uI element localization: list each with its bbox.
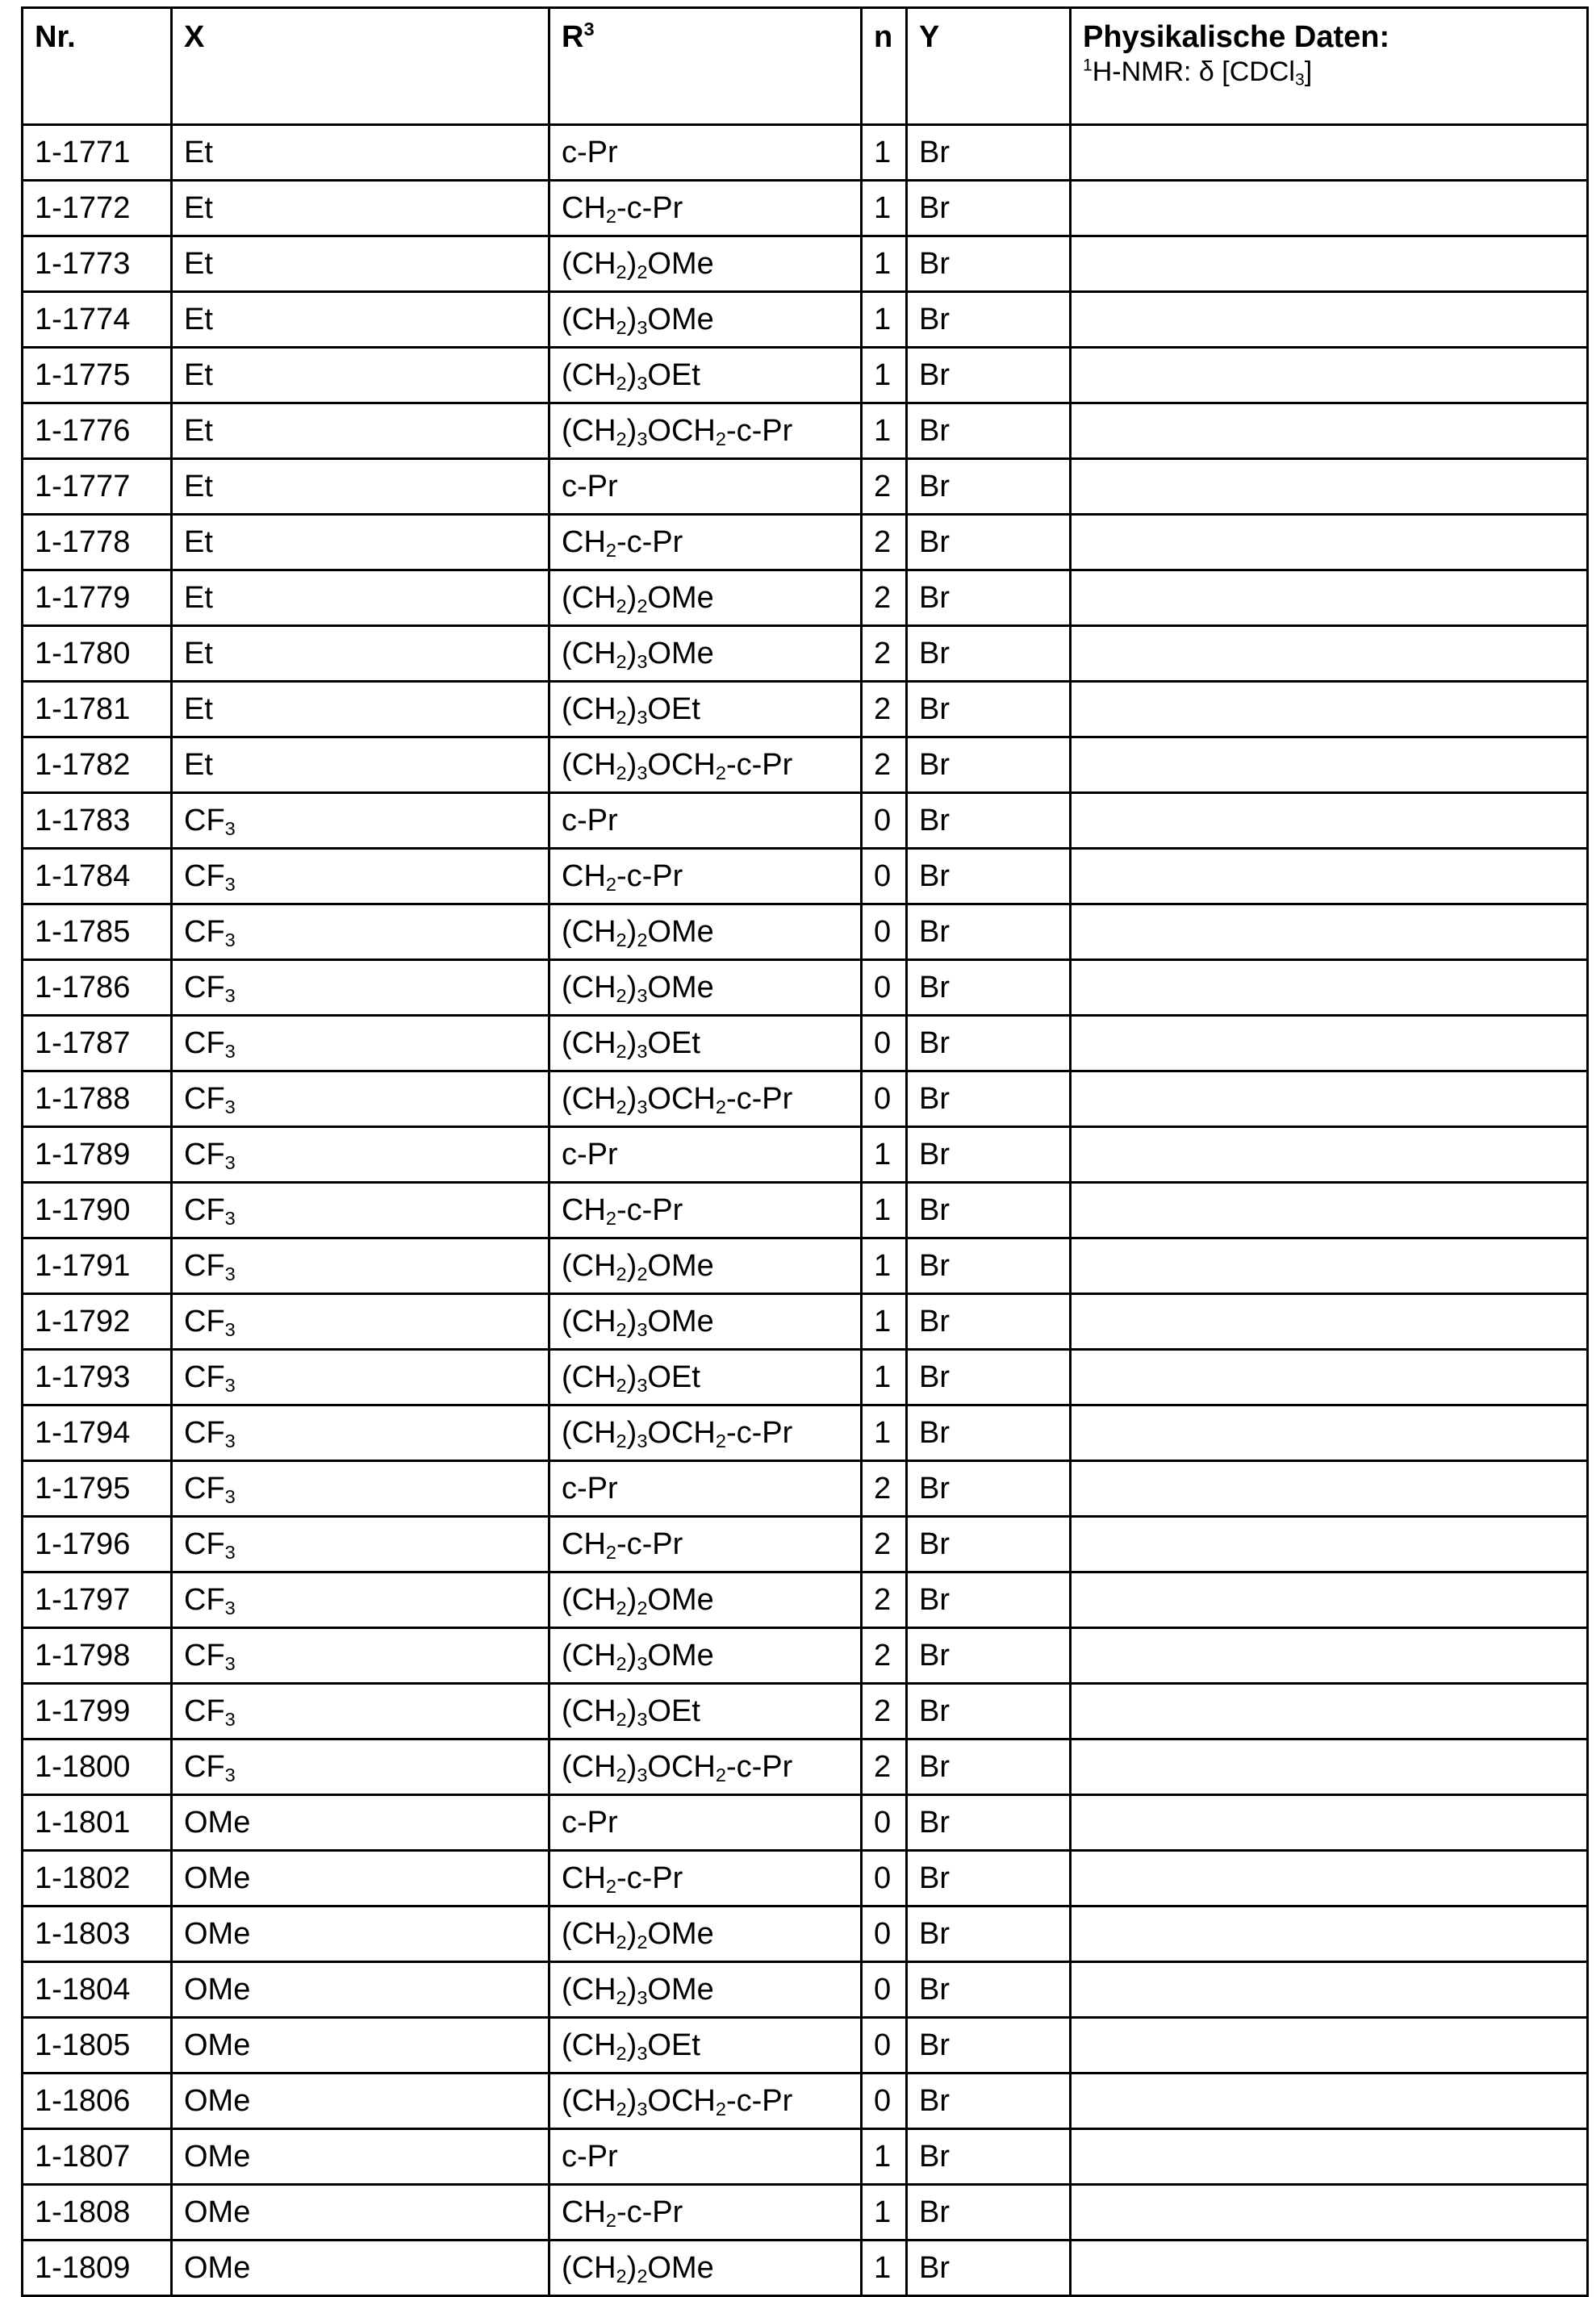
- cell-nr: 1-1778: [23, 515, 172, 570]
- cell-n: 1: [862, 181, 907, 236]
- cell-nr: 1-1804: [23, 1962, 172, 2018]
- cell-r3: $(CH_2)_3OCH_2-c-Pr$: [549, 1405, 862, 1461]
- cell-x: OMe: [172, 2241, 549, 2296]
- cell-n: 1: [862, 125, 907, 181]
- cell-nr: 1-1807: [23, 2129, 172, 2185]
- table-row: [23, 181, 1588, 236]
- cell-r3: $(CH_2)_2OMe$: [549, 1238, 862, 1294]
- cell-y: Br: [907, 1517, 1071, 1572]
- cell-physical-data: [1071, 1350, 1588, 1405]
- cell-r3: $(CH_2)_3OMe$: [549, 960, 862, 1016]
- cell-n: 1: [862, 348, 907, 403]
- header-y: Y: [907, 8, 1071, 125]
- cell-physical-data: [1071, 737, 1588, 793]
- cell-y: Br: [907, 1461, 1071, 1517]
- cell-physical-data: [1071, 570, 1588, 626]
- table-row: [23, 2018, 1588, 2074]
- table-row: [23, 1795, 1588, 1851]
- table-row: [23, 236, 1588, 292]
- table-row: [23, 1127, 1588, 1183]
- cell-x: $CF_3$: [172, 1016, 549, 1071]
- cell-nr: 1-1777: [23, 459, 172, 515]
- cell-x: Et: [172, 570, 549, 626]
- cell-x: OMe: [172, 1962, 549, 2018]
- cell-y: Br: [907, 1962, 1071, 2018]
- cell-y: Br: [907, 515, 1071, 570]
- cell-n: 1: [862, 292, 907, 348]
- cell-x: $CF_3$: [172, 1071, 549, 1127]
- cell-r3: c-Pr: [549, 1795, 862, 1851]
- cell-physical-data: [1071, 2241, 1588, 2296]
- cell-r3: $(CH_2)_2OMe$: [549, 570, 862, 626]
- cell-physical-data: [1071, 459, 1588, 515]
- cell-x: $CF_3$: [172, 849, 549, 904]
- cell-r3: c-Pr: [549, 125, 862, 181]
- cell-nr: 1-1782: [23, 737, 172, 793]
- cell-x: OMe: [172, 2018, 549, 2074]
- cell-n: 2: [862, 737, 907, 793]
- table-row: [23, 1628, 1588, 1684]
- cell-x: Et: [172, 459, 549, 515]
- cell-r3: $CH_2-c-Pr$: [549, 1183, 862, 1238]
- cell-physical-data: [1071, 1684, 1588, 1739]
- cell-physical-data: [1071, 1851, 1588, 1907]
- cell-x: $CF_3$: [172, 1684, 549, 1739]
- cell-nr: 1-1803: [23, 1907, 172, 1962]
- table-row: [23, 1294, 1588, 1350]
- cell-y: Br: [907, 1016, 1071, 1071]
- cell-physical-data: [1071, 125, 1588, 181]
- cell-y: Br: [907, 1405, 1071, 1461]
- cell-nr: 1-1795: [23, 1461, 172, 1517]
- cell-y: Br: [907, 1127, 1071, 1183]
- cell-nr: 1-1772: [23, 181, 172, 236]
- cell-x: Et: [172, 348, 549, 403]
- cell-n: 2: [862, 626, 907, 682]
- header-n: n: [862, 8, 907, 125]
- cell-physical-data: [1071, 1405, 1588, 1461]
- cell-nr: 1-1774: [23, 292, 172, 348]
- table-row: [23, 1907, 1588, 1962]
- cell-x: Et: [172, 292, 549, 348]
- cell-physical-data: [1071, 1517, 1588, 1572]
- cell-physical-data: [1071, 1127, 1588, 1183]
- table-row: [23, 459, 1588, 515]
- cell-nr: 1-1773: [23, 236, 172, 292]
- cell-y: Br: [907, 1071, 1071, 1127]
- table-row: [23, 1572, 1588, 1628]
- table-row: [23, 570, 1588, 626]
- cell-y: Br: [907, 181, 1071, 236]
- cell-y: Br: [907, 1795, 1071, 1851]
- cell-nr: 1-1786: [23, 960, 172, 1016]
- table-row: [23, 960, 1588, 1016]
- cell-n: 1: [862, 1183, 907, 1238]
- cell-x: Et: [172, 403, 549, 459]
- cell-n: 2: [862, 1517, 907, 1572]
- header-row: [23, 8, 1588, 125]
- cell-physical-data: [1071, 181, 1588, 236]
- cell-physical-data: [1071, 1016, 1588, 1071]
- cell-y: Br: [907, 2129, 1071, 2185]
- cell-y: Br: [907, 292, 1071, 348]
- cell-x: OMe: [172, 2074, 549, 2129]
- cell-nr: 1-1799: [23, 1684, 172, 1739]
- cell-physical-data: [1071, 1739, 1588, 1795]
- cell-nr: 1-1779: [23, 570, 172, 626]
- cell-y: Br: [907, 1684, 1071, 1739]
- cell-n: 0: [862, 849, 907, 904]
- cell-nr: 1-1805: [23, 2018, 172, 2074]
- cell-r3: $CH_2-c-Pr$: [549, 2185, 862, 2241]
- cell-n: 0: [862, 1016, 907, 1071]
- cell-x: $CF_3$: [172, 1183, 549, 1238]
- table-row: [23, 125, 1588, 181]
- cell-x: Et: [172, 515, 549, 570]
- table-row: [23, 2129, 1588, 2185]
- cell-nr: 1-1783: [23, 793, 172, 849]
- cell-nr: 1-1790: [23, 1183, 172, 1238]
- cell-x: $CF_3$: [172, 793, 549, 849]
- cell-nr: 1-1806: [23, 2074, 172, 2129]
- cell-n: 1: [862, 1350, 907, 1405]
- cell-nr: 1-1794: [23, 1405, 172, 1461]
- cell-x: $CF_3$: [172, 1517, 549, 1572]
- cell-n: 0: [862, 2074, 907, 2129]
- cell-physical-data: [1071, 236, 1588, 292]
- cell-r3: $(CH_2)_3OCH_2-c-Pr$: [549, 2074, 862, 2129]
- cell-n: 1: [862, 2185, 907, 2241]
- cell-nr: 1-1780: [23, 626, 172, 682]
- cell-nr: 1-1808: [23, 2185, 172, 2241]
- cell-x: Et: [172, 626, 549, 682]
- cell-physical-data: [1071, 1907, 1588, 1962]
- cell-x: $CF_3$: [172, 904, 549, 960]
- cell-x: OMe: [172, 2129, 549, 2185]
- table-row: [23, 793, 1588, 849]
- table-row: [23, 1461, 1588, 1517]
- cell-y: Br: [907, 2018, 1071, 2074]
- cell-nr: 1-1788: [23, 1071, 172, 1127]
- cell-y: Br: [907, 1628, 1071, 1684]
- cell-y: Br: [907, 849, 1071, 904]
- cell-physical-data: [1071, 904, 1588, 960]
- table-row: [23, 2241, 1588, 2296]
- cell-x: $CF_3$: [172, 1461, 549, 1517]
- cell-nr: 1-1802: [23, 1851, 172, 1907]
- cell-n: 2: [862, 1628, 907, 1684]
- cell-y: Br: [907, 793, 1071, 849]
- cell-physical-data: [1071, 2074, 1588, 2129]
- table-row: [23, 1851, 1588, 1907]
- cell-physical-data: [1071, 292, 1588, 348]
- cell-x: OMe: [172, 1795, 549, 1851]
- cell-n: 0: [862, 1851, 907, 1907]
- cell-y: Br: [907, 1907, 1071, 1962]
- cell-r3: $(CH_2)_3OEt$: [549, 1016, 862, 1071]
- cell-y: Br: [907, 1572, 1071, 1628]
- table-row: [23, 1238, 1588, 1294]
- cell-physical-data: [1071, 682, 1588, 737]
- cell-physical-data: [1071, 1962, 1588, 2018]
- cell-r3: $CH_2-c-Pr$: [549, 849, 862, 904]
- table-row: [23, 2074, 1588, 2129]
- cell-r3: $(CH_2)_3OMe$: [549, 1294, 862, 1350]
- cell-nr: 1-1797: [23, 1572, 172, 1628]
- cell-r3: $(CH_2)_2OMe$: [549, 236, 862, 292]
- cell-physical-data: [1071, 1294, 1588, 1350]
- cell-n: 2: [862, 1572, 907, 1628]
- cell-nr: 1-1798: [23, 1628, 172, 1684]
- table-row: [23, 1183, 1588, 1238]
- cell-x: $CF_3$: [172, 1350, 549, 1405]
- cell-nr: 1-1796: [23, 1517, 172, 1572]
- cell-r3: $(CH_2)_3OEt$: [549, 1350, 862, 1405]
- table-row: [23, 348, 1588, 403]
- cell-nr: 1-1792: [23, 1294, 172, 1350]
- cell-y: Br: [907, 1294, 1071, 1350]
- cell-n: 0: [862, 793, 907, 849]
- cell-y: Br: [907, 1238, 1071, 1294]
- cell-n: 1: [862, 1238, 907, 1294]
- cell-r3: c-Pr: [549, 459, 862, 515]
- cell-y: Br: [907, 1739, 1071, 1795]
- cell-x: $CF_3$: [172, 1294, 549, 1350]
- table-row: [23, 849, 1588, 904]
- cell-y: Br: [907, 960, 1071, 1016]
- cell-physical-data: [1071, 1572, 1588, 1628]
- cell-x: $CF_3$: [172, 1405, 549, 1461]
- cell-n: 0: [862, 1071, 907, 1127]
- cell-physical-data: [1071, 1071, 1588, 1127]
- cell-r3: $(CH_2)_3OCH_2-c-Pr$: [549, 1739, 862, 1795]
- cell-r3: $(CH_2)_3OMe$: [549, 292, 862, 348]
- cell-nr: 1-1784: [23, 849, 172, 904]
- cell-physical-data: [1071, 403, 1588, 459]
- cell-r3: $(CH_2)_2OMe$: [549, 1907, 862, 1962]
- cell-r3: $(CH_2)_3OEt$: [549, 682, 862, 737]
- table-row: [23, 737, 1588, 793]
- cell-r3: $(CH_2)_3OMe$: [549, 1628, 862, 1684]
- cell-physical-data: [1071, 1795, 1588, 1851]
- cell-r3: $(CH_2)_3OEt$: [549, 348, 862, 403]
- cell-x: OMe: [172, 1907, 549, 1962]
- cell-physical-data: [1071, 1461, 1588, 1517]
- cell-n: 0: [862, 2018, 907, 2074]
- cell-n: 0: [862, 1795, 907, 1851]
- header-physical-data-title: Physikalische Daten:: [1083, 20, 1390, 54]
- cell-physical-data: [1071, 849, 1588, 904]
- cell-physical-data: [1071, 2185, 1588, 2241]
- cell-n: 2: [862, 1461, 907, 1517]
- cell-y: Br: [907, 125, 1071, 181]
- cell-physical-data: [1071, 1628, 1588, 1684]
- cell-y: Br: [907, 2241, 1071, 2296]
- table-row: [23, 682, 1588, 737]
- cell-y: Br: [907, 904, 1071, 960]
- header-x: X: [172, 8, 549, 125]
- cell-physical-data: [1071, 2129, 1588, 2185]
- table-row: [23, 2185, 1588, 2241]
- cell-n: 1: [862, 403, 907, 459]
- cell-n: 0: [862, 960, 907, 1016]
- cell-y: Br: [907, 403, 1071, 459]
- cell-y: Br: [907, 1183, 1071, 1238]
- table-row: [23, 1071, 1588, 1127]
- table-row: [23, 1684, 1588, 1739]
- cell-r3: $(CH_2)_3OCH_2-c-Pr$: [549, 403, 862, 459]
- cell-n: 2: [862, 1739, 907, 1795]
- cell-r3: $(CH_2)_2OMe$: [549, 2241, 862, 2296]
- cell-x: $CF_3$: [172, 1628, 549, 1684]
- cell-n: 1: [862, 2241, 907, 2296]
- cell-physical-data: [1071, 1183, 1588, 1238]
- cell-physical-data: [1071, 626, 1588, 682]
- cell-physical-data: [1071, 793, 1588, 849]
- cell-r3: $CH_2-c-Pr$: [549, 1851, 862, 1907]
- cell-n: 0: [862, 1907, 907, 1962]
- cell-r3: $(CH_2)_2OMe$: [549, 1572, 862, 1628]
- cell-n: 0: [862, 1962, 907, 2018]
- cell-nr: 1-1800: [23, 1739, 172, 1795]
- cell-physical-data: [1071, 2018, 1588, 2074]
- cell-r3: $(CH_2)_3OMe$: [549, 1962, 862, 2018]
- cell-n: 2: [862, 459, 907, 515]
- cell-n: 2: [862, 682, 907, 737]
- cell-nr: 1-1791: [23, 1238, 172, 1294]
- cell-n: 1: [862, 236, 907, 292]
- cell-physical-data: [1071, 1238, 1588, 1294]
- cell-nr: 1-1775: [23, 348, 172, 403]
- cell-r3: c-Pr: [549, 1127, 862, 1183]
- cell-x: $CF_3$: [172, 1739, 549, 1795]
- cell-x: Et: [172, 125, 549, 181]
- table-row: [23, 1517, 1588, 1572]
- table-row: [23, 1350, 1588, 1405]
- cell-x: OMe: [172, 2185, 549, 2241]
- cell-r3: c-Pr: [549, 2129, 862, 2185]
- cell-nr: 1-1809: [23, 2241, 172, 2296]
- header-nmr-subtitle: $^1$H-NMR: δ [CDCl$_3$]: [1083, 56, 1313, 90]
- cell-x: $CF_3$: [172, 960, 549, 1016]
- cell-n: 2: [862, 1684, 907, 1739]
- cell-y: Br: [907, 348, 1071, 403]
- table-row: [23, 904, 1588, 960]
- cell-nr: 1-1771: [23, 125, 172, 181]
- cell-x: $CF_3$: [172, 1127, 549, 1183]
- table-row: [23, 1739, 1588, 1795]
- cell-r3: $(CH_2)_3OCH_2-c-Pr$: [549, 737, 862, 793]
- cell-nr: 1-1776: [23, 403, 172, 459]
- cell-y: Br: [907, 570, 1071, 626]
- cell-r3: $(CH_2)_2OMe$: [549, 904, 862, 960]
- table-row: [23, 1016, 1588, 1071]
- cell-r3: c-Pr: [549, 1461, 862, 1517]
- cell-physical-data: [1071, 960, 1588, 1016]
- cell-y: Br: [907, 682, 1071, 737]
- header-r3: $R^3$: [549, 8, 862, 125]
- cell-r3: $(CH_2)_3OCH_2-c-Pr$: [549, 1071, 862, 1127]
- cell-nr: 1-1793: [23, 1350, 172, 1405]
- cell-x: Et: [172, 682, 549, 737]
- cell-r3: $(CH_2)_3OMe$: [549, 626, 862, 682]
- cell-y: Br: [907, 459, 1071, 515]
- table-row: [23, 403, 1588, 459]
- cell-x: Et: [172, 181, 549, 236]
- cell-y: Br: [907, 1851, 1071, 1907]
- cell-nr: 1-1785: [23, 904, 172, 960]
- cell-x: OMe: [172, 1851, 549, 1907]
- cell-n: 1: [862, 2129, 907, 2185]
- cell-r3: $(CH_2)_3OEt$: [549, 2018, 862, 2074]
- cell-physical-data: [1071, 348, 1588, 403]
- table-row: [23, 626, 1588, 682]
- cell-r3: $CH_2-c-Pr$: [549, 515, 862, 570]
- cell-nr: 1-1781: [23, 682, 172, 737]
- cell-y: Br: [907, 2074, 1071, 2129]
- table-row: [23, 1962, 1588, 2018]
- cell-physical-data: [1071, 515, 1588, 570]
- cell-nr: 1-1801: [23, 1795, 172, 1851]
- cell-y: Br: [907, 236, 1071, 292]
- cell-y: Br: [907, 1350, 1071, 1405]
- header-nr: Nr.: [23, 8, 172, 125]
- cell-n: 1: [862, 1294, 907, 1350]
- cell-x: Et: [172, 236, 549, 292]
- cell-y: Br: [907, 626, 1071, 682]
- cell-r3: c-Pr: [549, 793, 862, 849]
- compound-table: [21, 6, 1589, 2297]
- cell-n: 1: [862, 1405, 907, 1461]
- cell-nr: 1-1789: [23, 1127, 172, 1183]
- cell-n: 2: [862, 570, 907, 626]
- cell-n: 1: [862, 1127, 907, 1183]
- cell-y: Br: [907, 737, 1071, 793]
- cell-y: Br: [907, 2185, 1071, 2241]
- header-physical-data: [1071, 8, 1588, 125]
- cell-n: 0: [862, 904, 907, 960]
- cell-n: 2: [862, 515, 907, 570]
- table-row: [23, 1405, 1588, 1461]
- cell-x: $CF_3$: [172, 1238, 549, 1294]
- cell-r3: $CH_2-c-Pr$: [549, 181, 862, 236]
- table-row: [23, 292, 1588, 348]
- cell-nr: 1-1787: [23, 1016, 172, 1071]
- cell-x: Et: [172, 737, 549, 793]
- cell-r3: $CH_2-c-Pr$: [549, 1517, 862, 1572]
- cell-r3: $(CH_2)_3OEt$: [549, 1684, 862, 1739]
- cell-x: $CF_3$: [172, 1572, 549, 1628]
- table-row: [23, 515, 1588, 570]
